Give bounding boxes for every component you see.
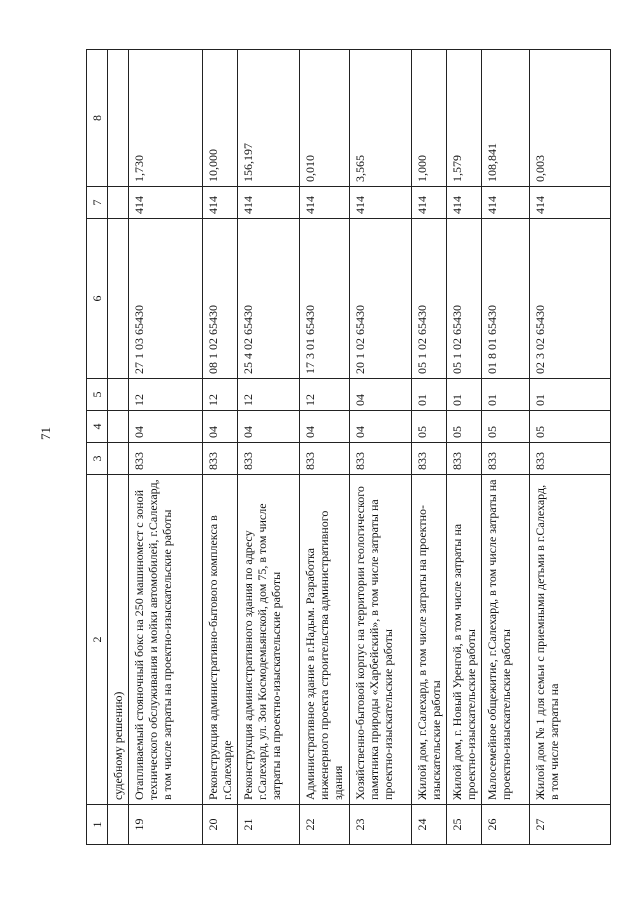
cell-4: 04 bbox=[129, 411, 203, 443]
cell-3: 833 bbox=[238, 443, 300, 475]
cell-4: 05 bbox=[447, 411, 482, 443]
cell-5: 01 bbox=[412, 379, 447, 411]
header-cell: 7 bbox=[87, 187, 108, 219]
header-cell: 5 bbox=[87, 379, 108, 411]
object-name: Реконструкция административно-бытового комплекса в г.Салехарде bbox=[203, 475, 238, 805]
cell-6: 05 1 02 65430 bbox=[447, 219, 482, 379]
cell-7: 414 bbox=[203, 187, 238, 219]
row-number: 21 bbox=[238, 805, 300, 845]
object-name: Малосемейное общежитие, г.Салехард, в том числе затраты на проектно-изыскательские работы bbox=[482, 475, 530, 805]
cell-7: 414 bbox=[350, 187, 412, 219]
cell-5: 12 bbox=[300, 379, 350, 411]
cell-6: 20 1 02 65430 bbox=[350, 219, 412, 379]
table-cell bbox=[108, 219, 129, 379]
continuation-row bbox=[108, 50, 129, 845]
cell-4: 04 bbox=[203, 411, 238, 443]
header-cell: 8 bbox=[87, 50, 108, 187]
object-name: Жилой дом, г. Новый Уренгой, в том числе затраты на проектно-изыскательские работы bbox=[447, 475, 482, 805]
table-cell bbox=[108, 50, 129, 187]
cell-3: 833 bbox=[412, 443, 447, 475]
table-row bbox=[530, 50, 611, 845]
header-cell: 4 bbox=[87, 411, 108, 443]
object-name: Административное здание в г.Надым. Разработка инженерного проекта строительства административного здания bbox=[300, 475, 350, 805]
cell-4: 04 bbox=[350, 411, 412, 443]
table-row bbox=[447, 50, 482, 845]
table-cell bbox=[108, 805, 129, 845]
cell-4: 04 bbox=[300, 411, 350, 443]
cell-5: 04 bbox=[350, 379, 412, 411]
table-cell bbox=[108, 443, 129, 475]
header-cell: 1 bbox=[87, 805, 108, 845]
cell-7: 414 bbox=[530, 187, 611, 219]
cell-5: 12 bbox=[238, 379, 300, 411]
cell-3: 833 bbox=[129, 443, 203, 475]
cell-8: 10,000 bbox=[203, 50, 238, 187]
cell-5: 01 bbox=[530, 379, 611, 411]
cell-4: 04 bbox=[238, 411, 300, 443]
table-row bbox=[350, 50, 412, 845]
header-cell: 2 bbox=[87, 475, 108, 805]
cell-4: 05 bbox=[530, 411, 611, 443]
cell-3: 833 bbox=[447, 443, 482, 475]
row-number: 27 bbox=[530, 805, 611, 845]
rotated-table-container bbox=[86, 50, 611, 845]
cell-8: 0,003 bbox=[530, 50, 611, 187]
cell-8: 3,565 bbox=[350, 50, 412, 187]
cell-3: 833 bbox=[300, 443, 350, 475]
cell-6: 17 3 01 65430 bbox=[300, 219, 350, 379]
cell-4: 05 bbox=[482, 411, 530, 443]
cell-7: 414 bbox=[447, 187, 482, 219]
cell-7: 414 bbox=[482, 187, 530, 219]
header-row bbox=[87, 50, 108, 845]
cell-8: 1,730 bbox=[129, 50, 203, 187]
row-number: 26 bbox=[482, 805, 530, 845]
cell-7: 414 bbox=[300, 187, 350, 219]
table-cell bbox=[108, 187, 129, 219]
row-number: 25 bbox=[447, 805, 482, 845]
table-row bbox=[203, 50, 238, 845]
cell-5: 01 bbox=[482, 379, 530, 411]
header-cell: 3 bbox=[87, 443, 108, 475]
table-row bbox=[238, 50, 300, 845]
table-row bbox=[412, 50, 447, 845]
object-name: Хозяйственно-бытовой корпус на территории геологического памятника природы «Харбейский», в том числе затраты на проектно-изыскательские работы bbox=[350, 475, 412, 805]
table-row bbox=[300, 50, 350, 845]
row-number: 22 bbox=[300, 805, 350, 845]
cell-7: 414 bbox=[412, 187, 447, 219]
cell-7: 414 bbox=[129, 187, 203, 219]
cell-6: 01 8 01 65430 bbox=[482, 219, 530, 379]
object-name: Реконструкция административного здания по адресу г.Салехард, ул. Зои Космодемьянской, дом 75, в том числе затраты на проектно-изыскательские работы bbox=[238, 475, 300, 805]
row-number: 20 bbox=[203, 805, 238, 845]
cell-3: 833 bbox=[482, 443, 530, 475]
cell-8: 1,000 bbox=[412, 50, 447, 187]
page-number: 71 bbox=[38, 427, 53, 440]
continuation-text: судебному решению) bbox=[108, 475, 129, 805]
cell-7: 414 bbox=[238, 187, 300, 219]
cell-6: 25 4 02 65430 bbox=[238, 219, 300, 379]
cell-3: 833 bbox=[203, 443, 238, 475]
cell-6: 27 1 03 65430 bbox=[129, 219, 203, 379]
object-name: Отапливаемый стояночный бокс на 250 машиномест с зоной технического обслуживания и мойки автомобилей, г.Салехард, в том числе затраты на проектно-изыскательские работы bbox=[129, 475, 203, 805]
cell-6: 08 1 02 65430 bbox=[203, 219, 238, 379]
cell-5: 12 bbox=[129, 379, 203, 411]
cell-3: 833 bbox=[350, 443, 412, 475]
cell-8: 156,197 bbox=[238, 50, 300, 187]
cell-3: 833 bbox=[530, 443, 611, 475]
row-number: 23 bbox=[350, 805, 412, 845]
table-cell bbox=[108, 379, 129, 411]
object-name: Жилой дом, г.Салехард, в том числе затраты на проектно-изыскательские работы bbox=[412, 475, 447, 805]
header-cell: 6 bbox=[87, 219, 108, 379]
budget-table bbox=[86, 49, 611, 845]
cell-4: 05 bbox=[412, 411, 447, 443]
row-number: 24 bbox=[412, 805, 447, 845]
cell-8: 1,579 bbox=[447, 50, 482, 187]
table-row bbox=[482, 50, 530, 845]
cell-8: 0,010 bbox=[300, 50, 350, 187]
row-number: 19 bbox=[129, 805, 203, 845]
cell-8: 108,841 bbox=[482, 50, 530, 187]
table-row bbox=[129, 50, 203, 845]
cell-5: 12 bbox=[203, 379, 238, 411]
cell-5: 01 bbox=[447, 379, 482, 411]
cell-6: 02 3 02 65430 bbox=[530, 219, 611, 379]
object-name: Жилой дом № 1 для семьи с приемными детьми в г.Салехард, в том числе затраты на bbox=[530, 475, 611, 805]
table-cell bbox=[108, 411, 129, 443]
cell-6: 05 1 02 65430 bbox=[412, 219, 447, 379]
